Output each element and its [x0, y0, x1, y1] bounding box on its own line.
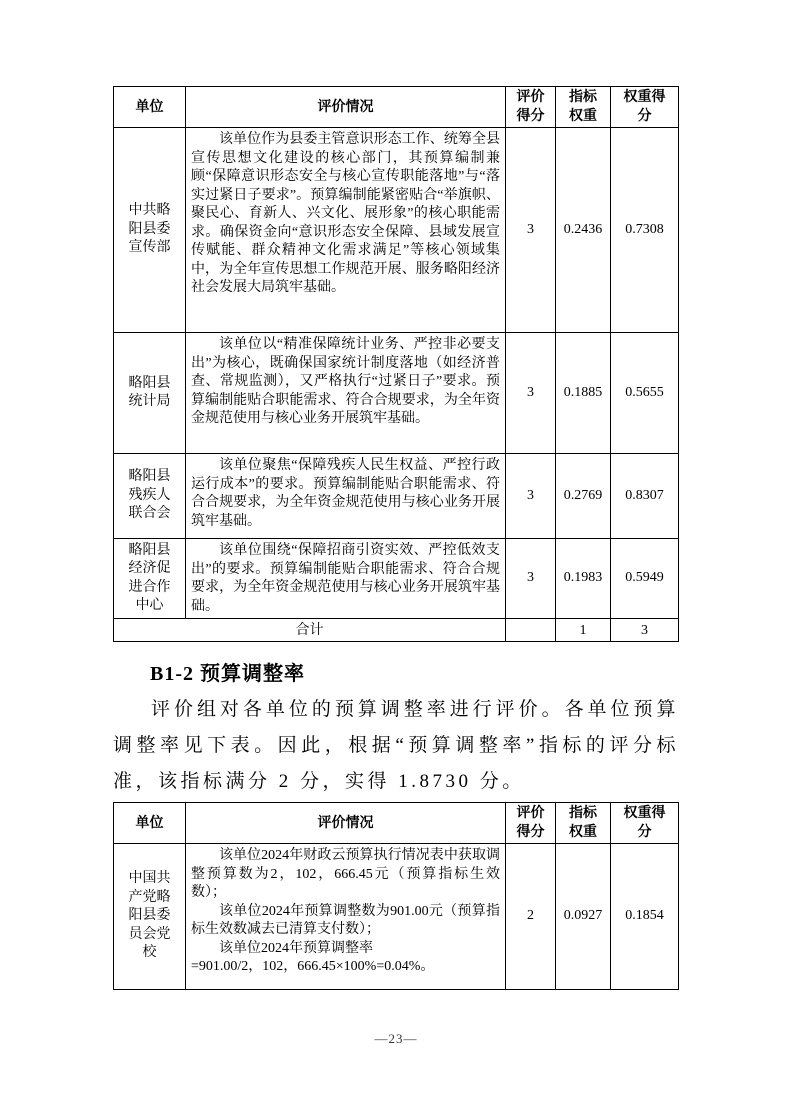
- unit-cell: [114, 844, 186, 990]
- col-header-unit: 单位: [114, 87, 186, 128]
- evaluation-formula: =901.00/2，102，666.45×100%=0.04%。: [191, 959, 435, 974]
- table-row: [114, 539, 679, 619]
- col-header-evaluation: 评价情况: [186, 803, 506, 844]
- weighted-score-cell: 0.5655: [611, 333, 679, 454]
- unit-name: 略阳县经济促进合作中心: [128, 542, 171, 613]
- unit-cell: [114, 128, 186, 333]
- weighted-score-cell: 0.5949: [611, 539, 679, 619]
- page-number: —23—: [374, 1031, 418, 1046]
- evaluation-cell: [186, 539, 506, 619]
- score-cell: 3: [506, 128, 556, 333]
- col-header-weighted-score: 权重得分: [611, 87, 679, 128]
- table-row: [114, 844, 679, 990]
- evaluation-table-2: [113, 802, 679, 990]
- weight-cell: 0.2769: [556, 454, 611, 539]
- col-header-score: 评价得分: [506, 87, 556, 128]
- col-header-weight: 指标权重: [556, 803, 611, 844]
- unit-name: 中共略阳县委宣传部: [128, 203, 171, 256]
- unit-name: 略阳县残疾人联合会: [128, 469, 171, 522]
- col-header-weighted-score: 权重得分: [611, 803, 679, 844]
- evaluation-table-1: [113, 86, 679, 642]
- section-heading: B1-2 预算调整率: [150, 663, 305, 685]
- col-header-weight: 指标权重: [556, 87, 611, 128]
- evaluation-text: 该单位聚焦“保障残疾人民生权益、严控行政运行成本”的要求。预算编制能贴合职能需求、符合合规要求，为全年资金规范使用与核心业务开展筑牢基础。: [191, 458, 500, 529]
- evaluation-cell: [186, 454, 506, 539]
- table-row: [114, 128, 679, 333]
- total-row: [114, 619, 679, 642]
- total-label-cell: 合计: [114, 619, 506, 642]
- unit-cell: [114, 539, 186, 619]
- evaluation-cell: [186, 128, 506, 333]
- evaluation-text: 该单位2024年财政云预算执行情况表中获取调整预算数为2，102，666.45元（预算指标生效数）；: [191, 848, 500, 900]
- score-cell: 3: [506, 454, 556, 539]
- table-row: [114, 333, 679, 454]
- col-header-score: 评价得分: [506, 803, 556, 844]
- col-header-evaluation: 评价情况: [186, 87, 506, 128]
- unit-name: 略阳县统计局: [128, 375, 171, 409]
- evaluation-cell: [186, 333, 506, 454]
- unit-cell: [114, 454, 186, 539]
- score-cell: 3: [506, 333, 556, 454]
- total-weight-cell: 1: [556, 619, 611, 642]
- weight-cell: 0.0927: [556, 844, 611, 990]
- evaluation-text: 该单位作为县委主管意识形态工作、统筹全县宣传思想文化建设的核心部门，其预算编制兼顾“保障意识形态安全与核心宣传职能落地”与“落实过紧日子要求”。预算编制能紧密贴合“举旗帜、聚民心、育新人、兴文化、展形象”的核心职能需求。确保资金向“意识形态安全保障、县域发展宣传赋能、群众精神文化需求满足”等核心领域集中，为全年宣传思想工作规范开展、服务略阳经济社会发展大局筑牢基础。: [191, 132, 500, 295]
- evaluation-text: 该单位围绕“保障招商引资实效、严控低效支出”的要求。预算编制能贴合职能需求、符合合规要求，为全年资金规范使用与核心业务开展筑牢基础。: [191, 543, 500, 614]
- total-weighted-score-cell: 3: [611, 619, 679, 642]
- total-score-cell: [506, 619, 556, 642]
- weighted-score-cell: 0.8307: [611, 454, 679, 539]
- score-cell: 3: [506, 539, 556, 619]
- evaluation-text: 该单位2024年预算调整数为901.00元（预算指标生效数减去已清算支付数）；: [191, 903, 500, 937]
- section-paragraph: 评价组对各单位的预算调整率进行评价。各单位预算调整率见下表。因此，根据“预算调整率”指标的评分标准，该指标满分 2 分，实得 1.8730 分。: [113, 699, 679, 792]
- weighted-score-cell: 0.7308: [611, 128, 679, 333]
- evaluation-text: 该单位2024年预算调整率: [219, 940, 373, 956]
- weighted-score-cell: 0.1854: [611, 844, 679, 990]
- evaluation-cell: [186, 844, 506, 990]
- evaluation-text: 该单位以“精准保障统计业务、严控非必要支出”为核心，既确保国家统计制度落地（如经济普查、常规监测），又严格执行“过紧日子”要求。预算编制能贴合职能需求、符合合规要求，为全年资金规范使用与核心业务开展筑牢基础。: [191, 337, 500, 426]
- weight-cell: 0.2436: [556, 128, 611, 333]
- unit-name: 中国共产党略阳县委员会党校: [128, 871, 171, 961]
- unit-cell: [114, 333, 186, 454]
- table-header-row: [114, 87, 679, 128]
- table-header-row: [114, 803, 679, 844]
- score-cell: 2: [506, 844, 556, 990]
- col-header-unit: 单位: [114, 803, 186, 844]
- weight-cell: 0.1983: [556, 539, 611, 619]
- weight-cell: 0.1885: [556, 333, 611, 454]
- table-row: [114, 454, 679, 539]
